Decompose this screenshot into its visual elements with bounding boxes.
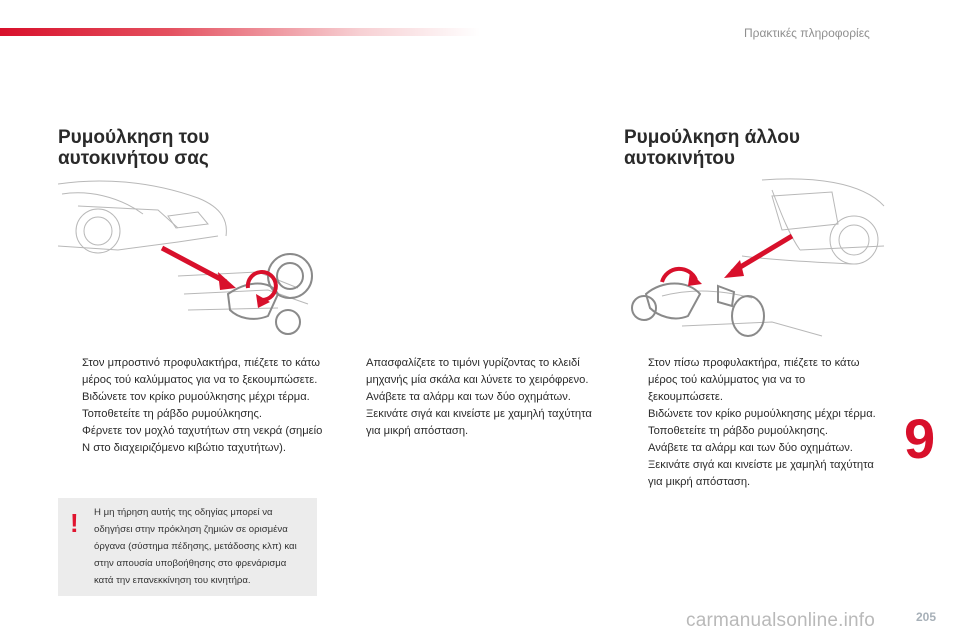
- list-item: Φέρνετε τον μοχλό ταχυτήτων στη νεκρά (σημείο N στο διαχειριζόμενο κιβώτιο ταχυτήτων).: [82, 425, 323, 454]
- front-towing-steps: [58, 355, 328, 457]
- list-item: Ανάβετε τα αλάρμ και των δύο οχημάτων.: [648, 442, 853, 454]
- rear-towing-steps: [624, 355, 882, 491]
- watermark: carmanualsonline.info: [686, 610, 876, 631]
- section-title: Πρακτικές πληροφορίες: [744, 26, 870, 40]
- title-line-1: Ρυμούλκηση άλλου: [624, 127, 800, 148]
- title-line-1: Ρυμούλκηση του: [58, 127, 210, 148]
- title-tow-other-car: [624, 127, 864, 169]
- list-item: Βιδώνετε τον κρίκο ρυμούλκησης μέχρι τέρμα.: [648, 408, 876, 420]
- warning-text: Η μη τήρηση αυτής της οδηγίας μπορεί να οδηγήσει στην πρόκληση ζημιών σε ορισμένα όργανα (σύστημα πέδησης, μετάδοσης κλπ) και στην απουσία υποβοήθησης στο φρενάρισμα κατά την επανεκκίνηση του κινητήρα.: [94, 507, 297, 586]
- list-item: Τοποθετείτε τη ράβδο ρυμούλκησης.: [648, 425, 828, 437]
- list-item: Ξεκινάτε σιγά και κινείστε με χαμηλή ταχύτητα για μικρή απόσταση.: [648, 459, 874, 488]
- warning-box: [58, 498, 317, 596]
- chapter-number: 9: [904, 407, 936, 470]
- list-item: Ξεκινάτε σιγά και κινείστε με χαμηλή ταχύτητα για μικρή απόσταση.: [366, 408, 592, 437]
- list-item: Στον πίσω προφυλακτήρα, πιέζετε το κάτω μέρος τού καλύμματος για να το ξεκουμπώσετε.: [648, 357, 860, 403]
- list-item: Στον μπροστινό προφυλακτήρα, πιέζετε το κάτω μέρος τού καλύμματος για να το ξεκουμπώσετε.: [82, 357, 321, 386]
- list-item: Βιδώνετε τον κρίκο ρυμούλκησης μέχρι τέρμα.: [82, 391, 310, 403]
- list-item: Τοποθετείτε τη ράβδο ρυμούλκησης.: [82, 408, 262, 420]
- front-tow-eye-illustration: [58, 176, 320, 336]
- header-accent-bar: [0, 28, 480, 36]
- title-line-2: αυτοκινήτου: [624, 148, 735, 169]
- towing-continuation-steps: [342, 355, 598, 440]
- title-line-2: αυτοκινήτου σας: [58, 148, 209, 169]
- rear-tow-eye-illustration: [622, 176, 886, 346]
- list-item: Απασφαλίζετε το τιμόνι γυρίζοντας το κλειδί μηχανής μία σκάλα και λύνετε το χειρόφρενο.: [366, 357, 589, 386]
- list-item: Ανάβετε τα αλάρμ και των δύο οχημάτων.: [366, 391, 571, 403]
- page-number: 205: [916, 610, 937, 624]
- title-tow-your-car: [58, 127, 298, 169]
- exclamation-icon: !: [70, 508, 79, 538]
